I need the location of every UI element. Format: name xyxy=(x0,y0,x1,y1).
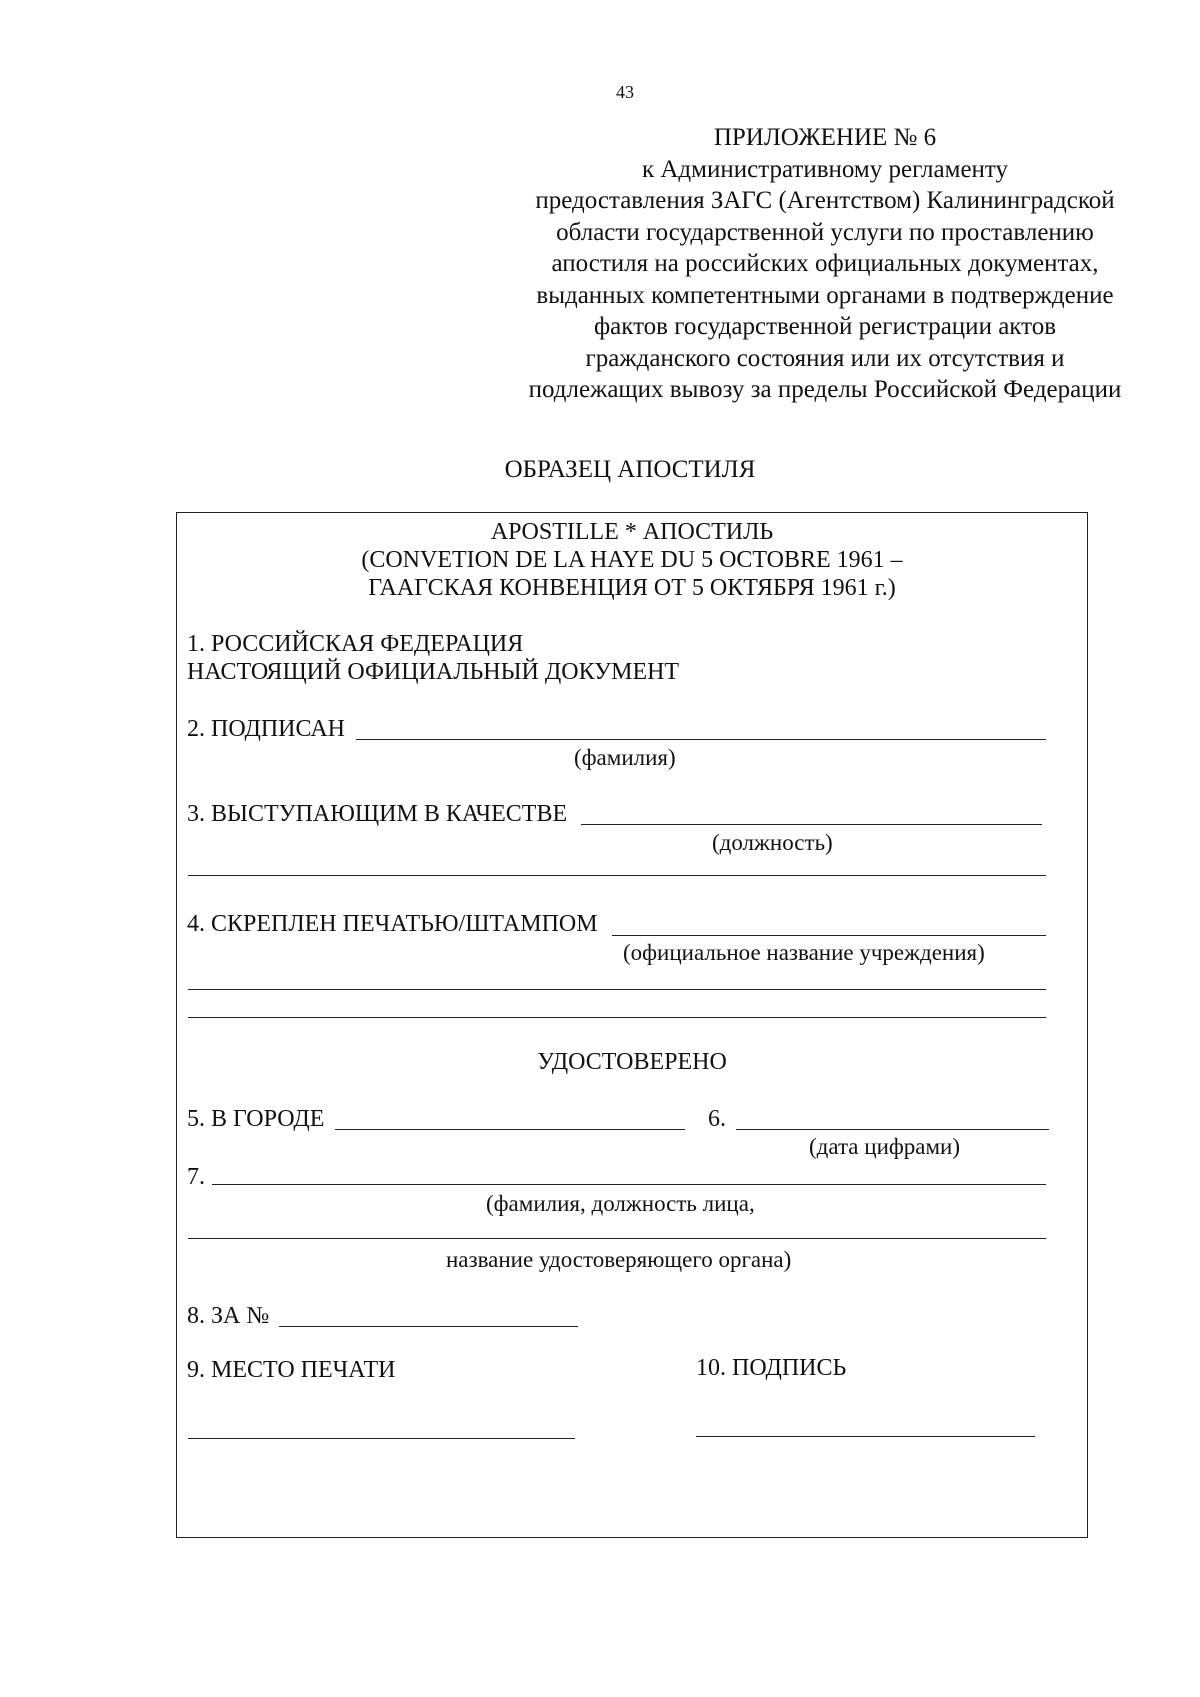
item6-hint: (дата цифрами) xyxy=(809,1134,961,1159)
item2-signed-by-field[interactable] xyxy=(356,739,1046,740)
item3-label: 3. ВЫСТУПАЮЩИМ В КАЧЕСТВЕ xyxy=(187,801,568,827)
item9-label: 9. МЕСТО ПЕЧАТИ xyxy=(187,1357,396,1383)
item7-hint-line1: (фамилия, должность лица, xyxy=(486,1191,755,1216)
annex-line: к Административному регламенту xyxy=(641,155,1009,183)
sample-title: ОБРАЗЕЦ АПОСТИЛЯ xyxy=(504,456,756,483)
annex-line: фактов государственной регистрации актов xyxy=(593,313,1057,340)
item2-label: 2. ПОДПИСАН xyxy=(187,716,345,742)
item6-label: 6. xyxy=(708,1106,726,1132)
item10-label: 10. ПОДПИСЬ xyxy=(696,1355,847,1381)
item4-seal-field[interactable] xyxy=(612,935,1046,936)
item9-stamp-field[interactable] xyxy=(188,1438,575,1439)
page-number: 43 xyxy=(616,82,634,102)
certified-heading: УДОСТОВЕРЕНО xyxy=(537,1049,727,1075)
item4-hint: (официальное название учреждения) xyxy=(623,940,985,965)
item2-hint: (фамилия) xyxy=(574,745,676,770)
item6-date-field[interactable] xyxy=(736,1129,1049,1130)
form-header-line: APOSTILLE * АПОСТИЛЬ xyxy=(490,519,774,545)
item1-document: НАСТОЯЩИЙ ОФИЦИАЛЬНЫЙ ДОКУМЕНТ xyxy=(187,659,680,685)
item3-hint: (должность) xyxy=(712,830,833,855)
item3-capacity-field-continued[interactable] xyxy=(188,875,1046,876)
item3-capacity-field[interactable] xyxy=(581,824,1042,825)
form-header-line: ГААГСКАЯ КОНВЕНЦИЯ ОТ 5 ОКТЯБРЯ 1961 г.) xyxy=(368,575,896,601)
annex-header xyxy=(505,122,1145,406)
annex-title: ПРИЛОЖЕНИЕ № 6 xyxy=(713,124,937,151)
item8-number-field[interactable] xyxy=(279,1326,578,1327)
item5-city-field[interactable] xyxy=(335,1129,685,1130)
item1-country: 1. РОССИЙСКАЯ ФЕДЕРАЦИЯ xyxy=(187,631,524,657)
item7-official-field[interactable] xyxy=(212,1184,1046,1185)
annex-line: гражданского состояния или их отсутствия и xyxy=(585,344,1065,372)
item4-label: 4. СКРЕПЛЕН ПЕЧАТЬЮ/ШТАМПОМ xyxy=(187,911,598,937)
item7-official-field-continued[interactable] xyxy=(188,1238,1046,1239)
form-header-line: (CONVETION DE LA HAYE DU 5 OCTOBRE 1961 – xyxy=(361,547,903,573)
item4-seal-field-continued[interactable] xyxy=(188,989,1046,990)
item7-label: 7. xyxy=(187,1164,205,1190)
annex-line: предоставления ЗАГС (Агентством) Калининградской xyxy=(535,187,1115,214)
item8-label: 8. ЗА № xyxy=(187,1303,270,1329)
item5-label: 5. В ГОРОДЕ xyxy=(187,1106,325,1132)
annex-line: апостиля на российских официальных документах, xyxy=(551,250,1099,277)
annex-line: выданных компетентными органами в подтверждение xyxy=(536,281,1114,309)
item4-seal-field-continued[interactable] xyxy=(188,1017,1046,1018)
annex-line: подлежащих вывозу за пределы Российской Федерации xyxy=(528,376,1122,403)
item7-hint-line2: название удостоверяющего органа) xyxy=(446,1247,792,1272)
annex-line: области государственной услуги по проставлению xyxy=(556,218,1094,246)
item10-signature-field[interactable] xyxy=(696,1436,1035,1437)
